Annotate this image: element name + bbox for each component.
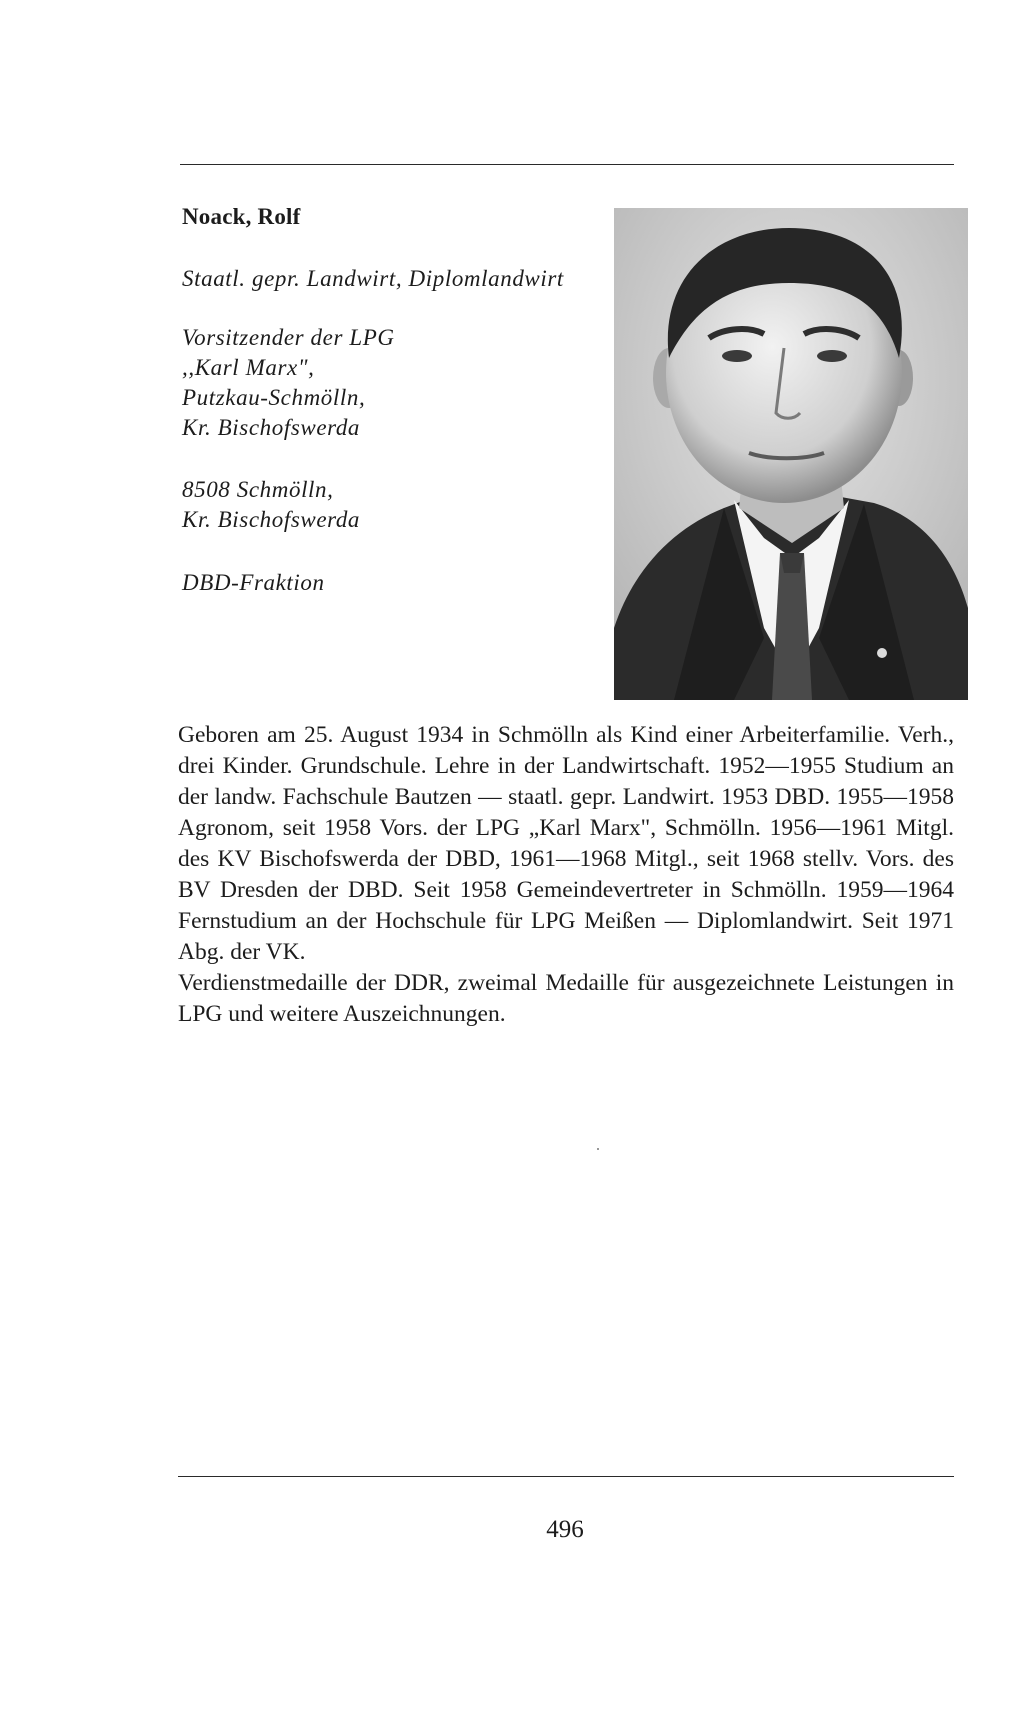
position-line: Vorsitzender der LPG xyxy=(182,325,395,350)
address-line: Kr. Bischofswerda xyxy=(182,507,361,532)
address-line: 8508 Schmölln, xyxy=(182,477,334,502)
position-line: Putzkau-Schmölln, xyxy=(182,385,366,410)
profession-line: Staatl. gepr. Landwirt, Diplomlandwirt xyxy=(182,266,564,291)
bottom-rule xyxy=(178,1476,954,1477)
biography xyxy=(178,720,954,1030)
entry-name: Noack, Rolf xyxy=(182,204,301,229)
position-line: ,,Karl Marx", xyxy=(182,355,315,380)
page-number: 496 xyxy=(546,1516,584,1543)
position-line: Kr. Bischofswerda xyxy=(182,415,361,440)
entry-position xyxy=(182,323,395,443)
faction-line: DBD-Fraktion xyxy=(182,570,325,595)
biography-paragraph: Geboren am 25. August 1934 in Schmölln als Kind einer Arbeiterfamilie. Verh., drei Kinder. Grundschule. Lehre in der Landwirtschaft. 1952—1955 Studium an der landw. Fachschule Bautzen — staatl. gepr. Landwirt. 1953 DBD. 1955—1958 Agronom, seit 1958 Vors. der LPG „Karl Marx", Schmölln. 1956—1961 Mitgl. des KV Bischofswerda der DBD, 1961—1968 Mitgl., seit 1968 stellv. Vors. des BV Dresden der DBD. Seit 1958 Gemeindevertreter in Schmölln. 1959—1964 Fernstudium an der Hochschule für LPG Meißen — Diplomlandwirt. Seit 1971 Abg. der VK. xyxy=(178,722,954,965)
top-rule xyxy=(180,164,954,165)
portrait-photo xyxy=(614,208,968,700)
entry-faction xyxy=(182,568,325,598)
entry-address xyxy=(182,475,360,535)
print-speck xyxy=(597,1148,599,1150)
entry-profession xyxy=(182,264,564,294)
biography-paragraph: Verdienstmedaille der DDR, zweimal Medaille für ausgezeichnete Leistungen in LPG und weitere Auszeichnungen. xyxy=(178,970,954,1027)
